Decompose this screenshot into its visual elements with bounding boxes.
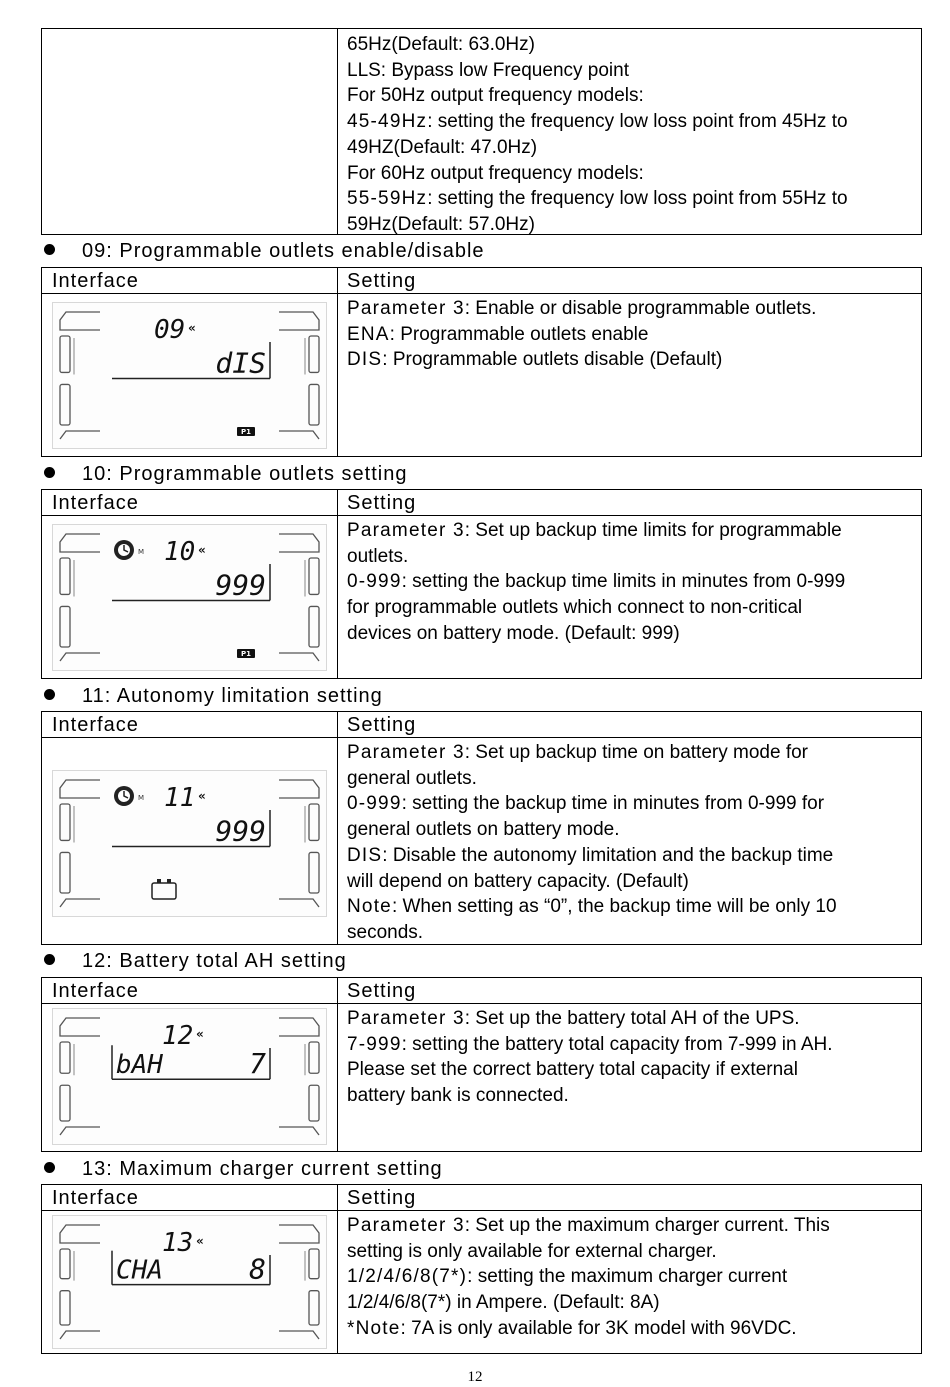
setting-line xyxy=(347,621,915,647)
setting-line-text: outlets. xyxy=(347,545,409,567)
setting-keyword: 1/2/4/6/8(7*) xyxy=(347,1266,468,1288)
lcd-value: 999 xyxy=(215,814,266,848)
lcd-display-09 xyxy=(52,302,327,449)
setting-line xyxy=(347,109,915,135)
setting-header: Setting xyxy=(347,1187,417,1209)
section-title-09: 09: Programmable outlets enable/disable xyxy=(44,239,485,263)
setting-line xyxy=(347,1239,915,1265)
setting-line-text: : Set up backup time limits for programmable xyxy=(464,520,842,541)
setting-line-text: Please set the correct battery total capacity if external xyxy=(347,1059,798,1081)
lcd-value: 7 xyxy=(249,1047,266,1081)
setting-text-13 xyxy=(347,1213,915,1342)
lcd-display-10 xyxy=(52,524,327,671)
lcd-value: dIS xyxy=(215,346,266,380)
page-number: 12 xyxy=(467,1369,483,1385)
setting-text-12 xyxy=(347,1006,915,1109)
setting-line xyxy=(347,569,915,595)
setting-keyword: Parameter 3 xyxy=(347,742,465,763)
setting-line xyxy=(347,296,915,322)
setting-line xyxy=(347,161,915,187)
section-table-11 xyxy=(41,711,922,945)
setting-line xyxy=(347,322,915,348)
setting-line-text: 1/2/4/6/8(7*) in Ampere. (Default: 8A) xyxy=(347,1292,660,1314)
setting-line-text: setting is only available for external charger. xyxy=(347,1240,717,1262)
lcd-screen xyxy=(52,524,327,671)
bullet-icon xyxy=(44,244,55,255)
setting-line-text: 49HZ(Default: 47.0Hz) xyxy=(347,136,538,158)
setting-line xyxy=(347,1032,915,1058)
bullet-icon xyxy=(44,1162,55,1173)
section-table-12 xyxy=(41,977,922,1152)
setting-line-text: : When setting as “0”, the backup time will be only 10 xyxy=(391,896,837,918)
minute-indicator-icon: M xyxy=(138,794,145,802)
lcd-arrow-icon: « xyxy=(198,543,206,557)
setting-line-text: : setting the backup time limits in minutes from 0-999 xyxy=(401,571,846,593)
section-table-10 xyxy=(41,489,922,679)
setting-line-text: for programmable outlets which connect to non-critical xyxy=(347,597,803,619)
setting-keyword: 55-59Hz xyxy=(347,188,428,210)
bullet-icon xyxy=(44,689,55,700)
setting-text-10 xyxy=(347,518,915,647)
setting-header: Setting xyxy=(347,270,417,292)
section-title-12: 12: Battery total AH setting xyxy=(44,949,347,973)
lcd-program-code: 11 xyxy=(164,783,196,813)
setting-line-text: battery bank is connected. xyxy=(347,1085,569,1107)
lcd-program-code: 12 xyxy=(162,1021,194,1051)
setting-line-text: LLS: Bypass low Frequency point xyxy=(347,59,629,81)
outlet-badge-label: P1 xyxy=(240,650,252,658)
interface-header: Interface xyxy=(52,270,139,292)
setting-line-text: will depend on battery capacity. (Default) xyxy=(347,870,689,892)
setting-line-text: For 60Hz output frequency models: xyxy=(347,162,644,184)
bullet-icon xyxy=(44,467,55,478)
lcd-program-code: 13 xyxy=(162,1228,194,1258)
lcd-arrow-icon: « xyxy=(188,321,196,335)
lcd-arrow-icon: « xyxy=(198,789,206,803)
setting-line-text: 59Hz(Default: 57.0Hz) xyxy=(347,213,535,235)
setting-line xyxy=(347,32,915,58)
setting-line xyxy=(347,740,915,766)
setting-keyword: Parameter 3 xyxy=(347,520,465,541)
interface-header: Interface xyxy=(52,980,139,1002)
setting-line xyxy=(347,212,915,238)
setting-line xyxy=(347,1057,915,1083)
lcd-arrow-icon: « xyxy=(196,1234,204,1248)
setting-line xyxy=(347,595,915,621)
setting-keyword: 0-999 xyxy=(347,793,402,815)
setting-line xyxy=(347,1006,915,1032)
battery-terminal-icon xyxy=(157,879,161,883)
lcd-display-12 xyxy=(52,1008,327,1145)
setting-line-text: : Set up the battery total AH of the UPS. xyxy=(464,1008,800,1029)
setting-line-text: : setting the battery total capacity from 7-999 in AH. xyxy=(401,1033,833,1055)
setting-keyword: Note xyxy=(347,896,392,918)
lcd-screen xyxy=(52,1215,327,1349)
setting-line xyxy=(347,58,915,84)
setting-line-text: : Programmable outlets enable xyxy=(389,323,649,345)
setting-line-text: For 50Hz output frequency models: xyxy=(347,85,644,107)
setting-keyword: 0-999 xyxy=(347,571,402,593)
setting-line xyxy=(347,518,915,544)
lcd-display-13 xyxy=(52,1215,327,1349)
interface-header: Interface xyxy=(52,1187,139,1209)
setting-line xyxy=(347,920,915,946)
setting-keyword: DIS xyxy=(347,844,383,866)
setting-keyword: Parameter 3 xyxy=(347,298,465,319)
minute-indicator-icon: M xyxy=(138,548,145,556)
setting-line-text: 65Hz(Default: 63.0Hz) xyxy=(347,34,535,55)
section-table-13 xyxy=(41,1184,922,1354)
setting-line xyxy=(347,83,915,109)
setting-line-text: : Enable or disable programmable outlets. xyxy=(464,298,817,319)
setting-line xyxy=(347,869,915,895)
section-title-11: 11: Autonomy limitation setting xyxy=(44,684,383,708)
lcd-program-code: 09 xyxy=(154,315,186,345)
setting-keyword: DIS xyxy=(347,349,383,371)
bullet-icon xyxy=(44,954,55,965)
lcd-value: 8 xyxy=(249,1252,266,1286)
lcd-value: 999 xyxy=(215,568,266,602)
setting-line xyxy=(347,1083,915,1109)
setting-line xyxy=(347,544,915,570)
lcd-arrow-icon: « xyxy=(196,1027,204,1041)
setting-line-text: devices on battery mode. (Default: 999) xyxy=(347,622,680,644)
setting-header: Setting xyxy=(347,980,417,1002)
section-title-10: 10: Programmable outlets setting xyxy=(44,462,408,486)
interface-header: Interface xyxy=(52,492,139,514)
setting-line-text: : setting the frequency low loss point from 45Hz to xyxy=(427,111,848,133)
setting-line xyxy=(347,894,915,920)
setting-header: Setting xyxy=(347,714,417,736)
setting-line xyxy=(347,1264,915,1290)
setting-line xyxy=(347,766,915,792)
setting-keyword: 45-49Hz xyxy=(347,111,428,133)
outlet-badge-label: P1 xyxy=(240,428,252,436)
setting-line xyxy=(347,843,915,869)
setting-keyword: 7-999 xyxy=(347,1033,402,1055)
setting-keyword: ENA xyxy=(347,323,390,345)
setting-line xyxy=(347,791,915,817)
lcd-screen xyxy=(52,302,327,449)
setting-line-text: : setting the maximum charger current xyxy=(467,1266,788,1288)
setting-line-text: : 7A is only available for 3K model with 96VDC. xyxy=(400,1317,797,1339)
setting-line-text: : Set up the maximum charger current. This xyxy=(464,1215,830,1236)
setting-line xyxy=(347,135,915,161)
lcd-left-label: CHA xyxy=(116,1255,163,1286)
setting-line-text: general outlets. xyxy=(347,767,477,789)
lcd-left-label: bAH xyxy=(116,1050,163,1081)
lcd-program-code: 10 xyxy=(164,537,196,567)
setting-keyword: Parameter 3 xyxy=(347,1215,465,1236)
battery-terminal-icon xyxy=(167,879,171,883)
setting-line xyxy=(347,817,915,843)
setting-line-text: : Disable the autonomy limitation and the backup time xyxy=(382,844,834,866)
setting-line xyxy=(347,1290,915,1316)
setting-line xyxy=(347,186,915,212)
setting-text-11 xyxy=(347,740,915,946)
section-title-13: 13: Maximum charger current setting xyxy=(44,1157,443,1181)
section-table-09 xyxy=(41,267,922,457)
setting-keyword: Parameter 3 xyxy=(347,1008,465,1029)
setting-keyword: *Note xyxy=(347,1317,401,1339)
interface-header: Interface xyxy=(52,714,139,736)
setting-line xyxy=(347,1213,915,1239)
setting-line-text: general outlets on battery mode. xyxy=(347,819,620,841)
frequency-setting-text xyxy=(347,32,915,238)
setting-line-text: : setting the frequency low loss point from 55Hz to xyxy=(427,188,848,210)
setting-line xyxy=(347,1316,915,1342)
setting-header: Setting xyxy=(347,492,417,514)
setting-text-09 xyxy=(347,296,915,373)
setting-line xyxy=(347,347,915,373)
lcd-screen xyxy=(52,770,327,917)
lcd-display-11 xyxy=(52,770,327,917)
setting-line-text: seconds. xyxy=(347,921,424,943)
setting-line-text: : setting the backup time in minutes from 0-999 for xyxy=(401,793,825,815)
setting-line-text: : Programmable outlets disable (Default) xyxy=(382,349,723,371)
frequency-table xyxy=(41,28,922,235)
setting-line-text: : Set up backup time on battery mode for xyxy=(464,742,808,763)
lcd-screen xyxy=(52,1008,327,1145)
